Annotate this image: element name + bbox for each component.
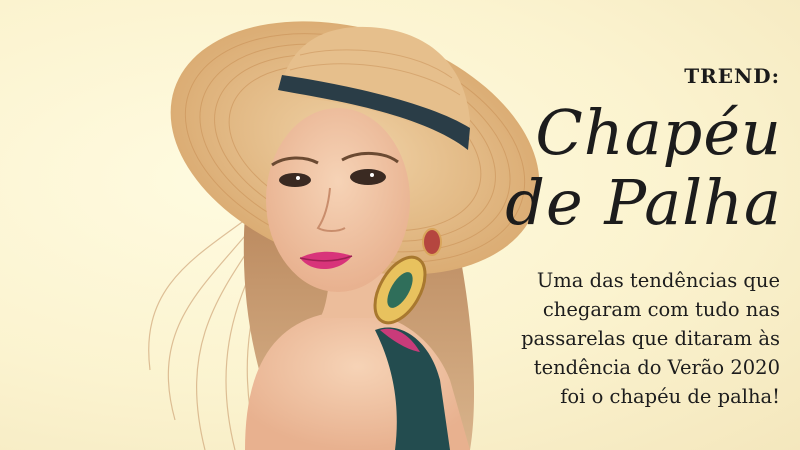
description-line: foi o chapéu de palha!	[560, 385, 780, 408]
headline-line-2: de Palha	[505, 166, 782, 239]
description-line: chegaram com tudo nas	[542, 298, 780, 321]
description-line: passarelas que ditaram às	[521, 327, 780, 350]
headline-line-1: Chapéu	[535, 96, 782, 169]
description	[490, 266, 780, 411]
description-line: Uma das tendências que	[536, 269, 780, 292]
headline	[482, 98, 782, 238]
earring-top	[423, 229, 441, 255]
trend-label: TREND:	[684, 64, 780, 88]
description-line: tendência do Verão 2020	[533, 356, 780, 379]
eye-left	[279, 173, 311, 187]
eye-right	[350, 169, 386, 185]
